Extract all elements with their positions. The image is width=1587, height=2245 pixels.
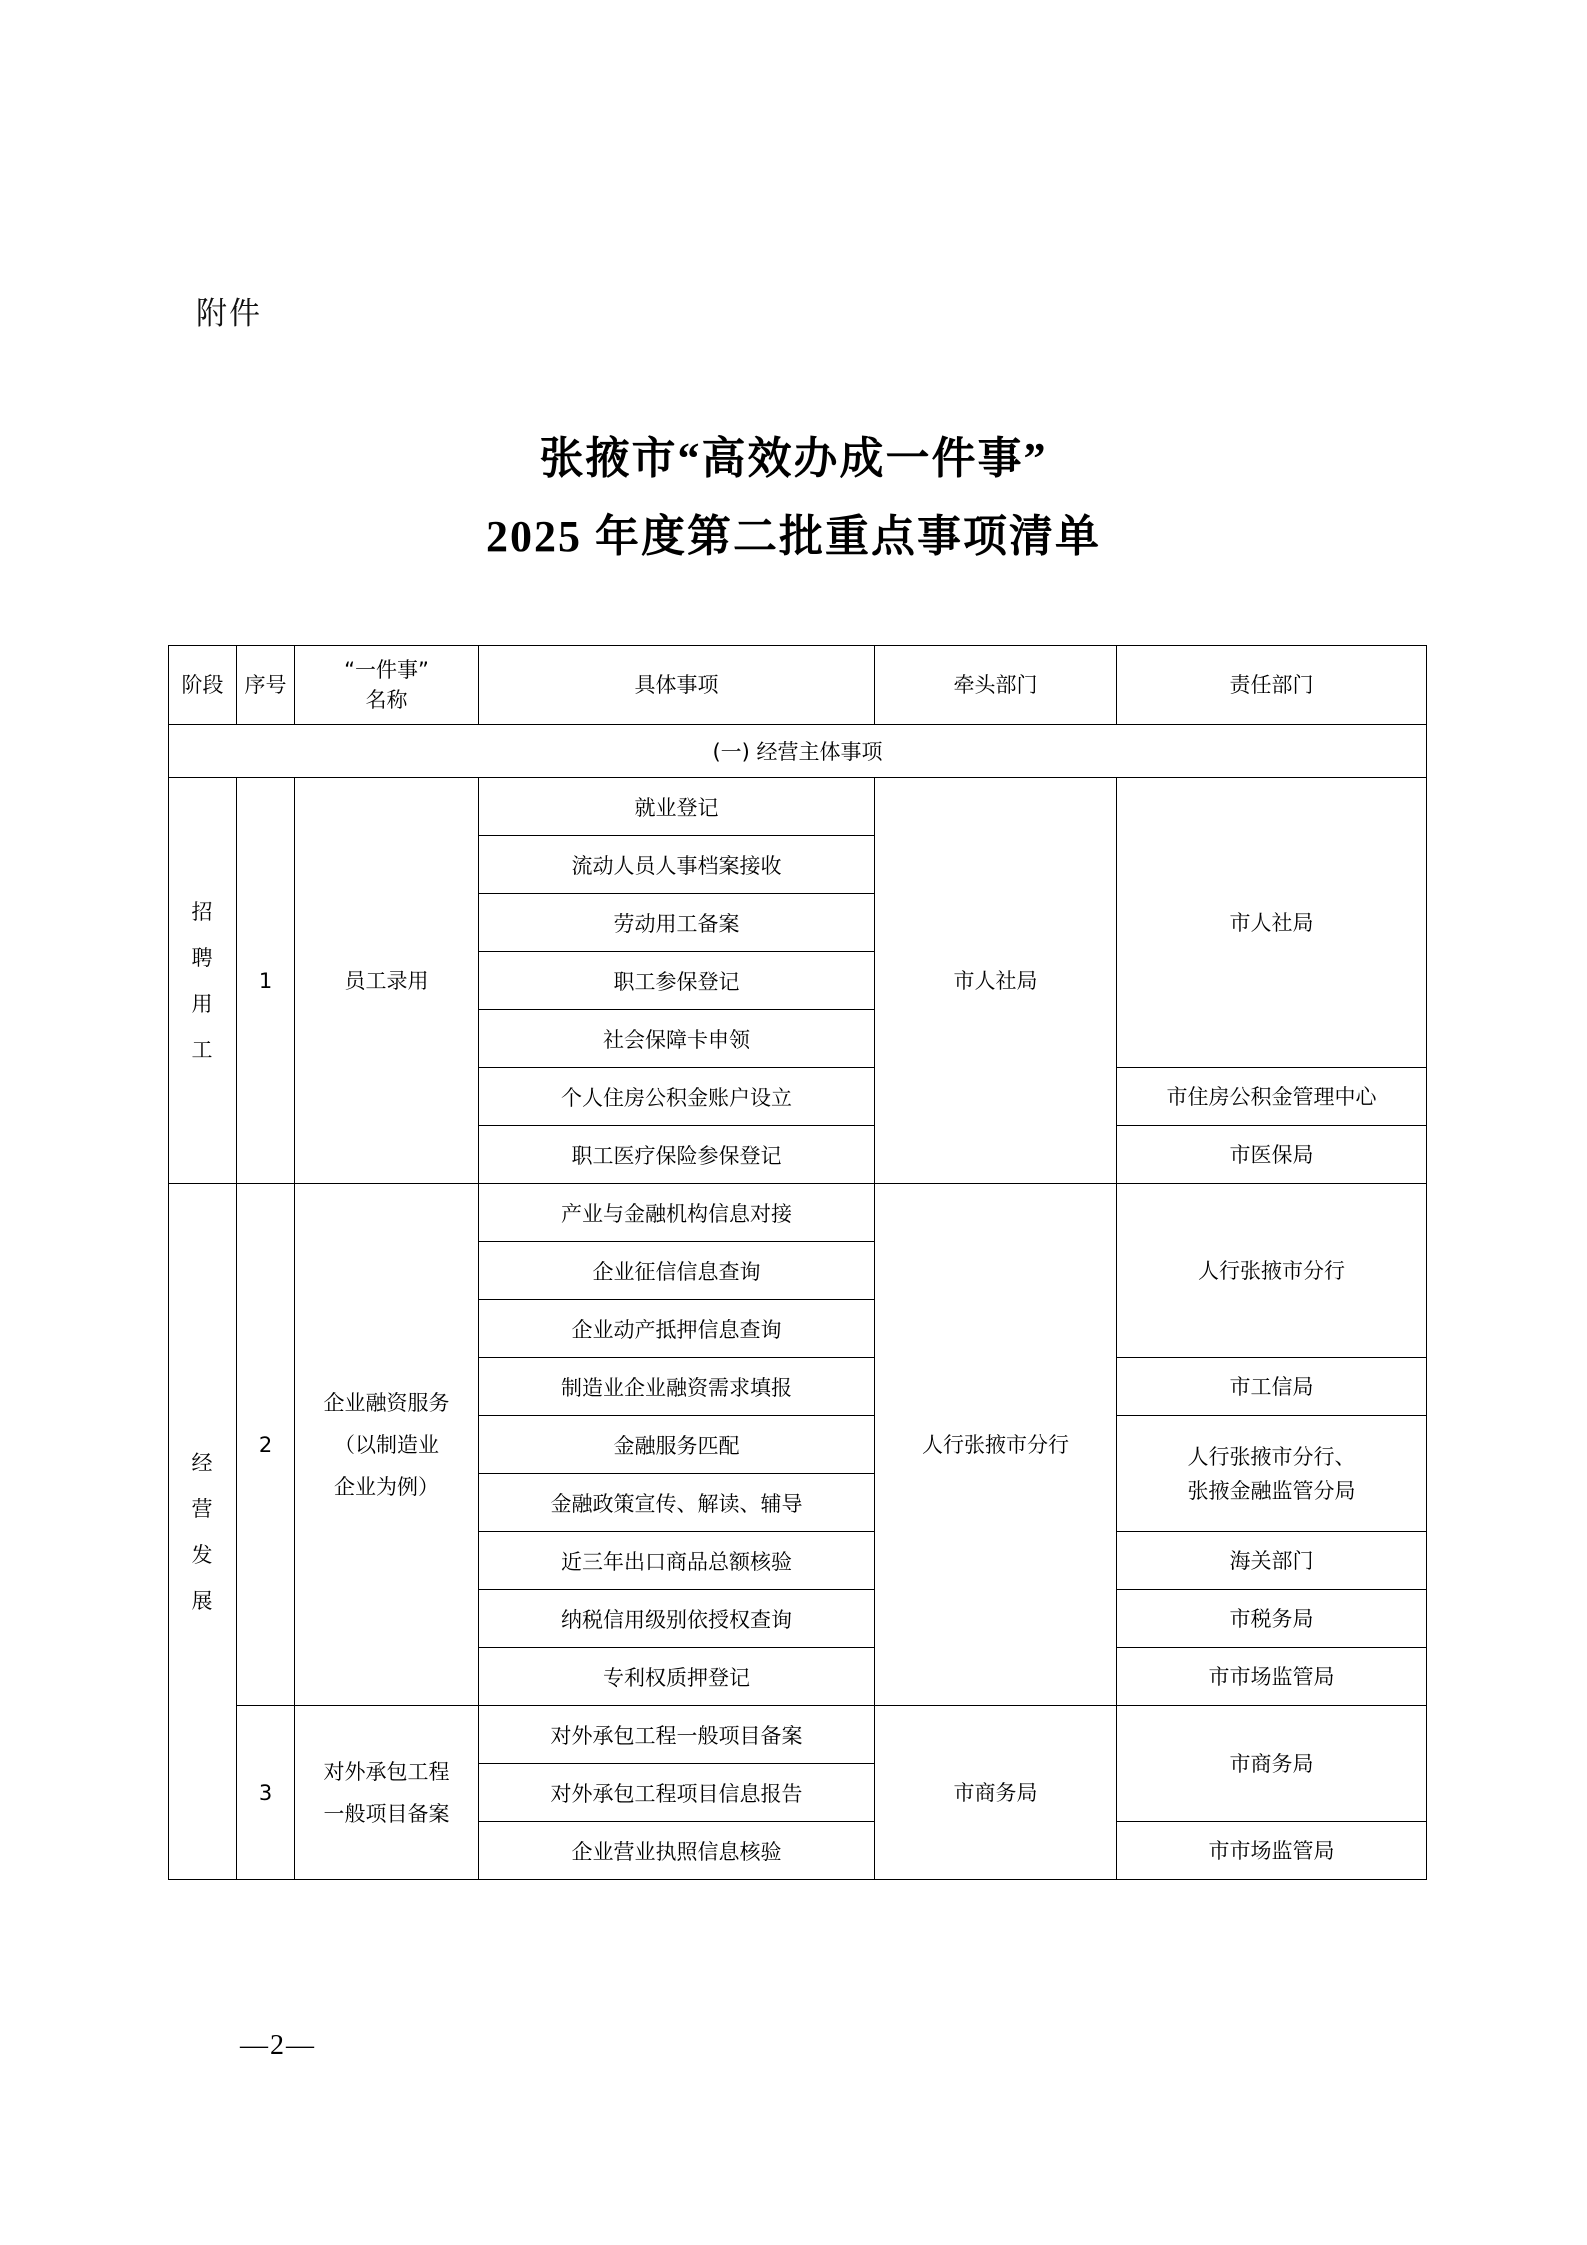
- header-item: 具体事项: [479, 646, 875, 725]
- row-number-3: 3: [237, 1706, 295, 1880]
- row-number-1: 1: [237, 778, 295, 1184]
- name-line: 企业为例）: [334, 1474, 439, 1499]
- resp-dept: 市商务局: [1117, 1706, 1427, 1822]
- stage-char: 工: [191, 1037, 214, 1062]
- header-stage: 阶段: [169, 646, 237, 725]
- table-header-row: [169, 646, 1427, 725]
- title-line-1: 张掖市“高效办成一件事”: [539, 434, 1048, 483]
- name-line: 对外承包工程: [323, 1759, 450, 1784]
- stage-cell-1: [169, 778, 237, 1184]
- resp-dept: 市税务局: [1117, 1590, 1427, 1648]
- item-cell: 对外承包工程项目信息报告: [479, 1764, 875, 1822]
- resp-dept: 市医保局: [1117, 1126, 1427, 1184]
- section-title: (一) 经营主体事项: [169, 725, 1427, 778]
- item-cell: 就业登记: [479, 778, 875, 836]
- resp-line: 张掖金融监管分局: [1187, 1478, 1356, 1503]
- stage-char: 发: [191, 1542, 214, 1567]
- resp-dept: 市市场监管局: [1117, 1822, 1427, 1880]
- item-cell: 对外承包工程一般项目备案: [479, 1706, 875, 1764]
- title-line-2: 2025 年度第二批重点事项清单: [486, 512, 1101, 561]
- item-cell: 纳税信用级别依授权查询: [479, 1590, 875, 1648]
- item-cell: 企业营业执照信息核验: [479, 1822, 875, 1880]
- header-lead: 牵头部门: [875, 646, 1117, 725]
- item-group-name-1: 员工录用: [295, 778, 479, 1184]
- resp-dept: 市工信局: [1117, 1358, 1427, 1416]
- stage-cell-2: [169, 1184, 237, 1880]
- resp-dept: 海关部门: [1117, 1532, 1427, 1590]
- item-cell: 流动人员人事档案接收: [479, 836, 875, 894]
- section-row: [169, 725, 1427, 778]
- stage-char: 营: [191, 1496, 214, 1521]
- item-cell: 产业与金融机构信息对接: [479, 1184, 875, 1242]
- name-line: 一般项目备案: [323, 1801, 450, 1826]
- item-cell: 金融服务匹配: [479, 1416, 875, 1474]
- page-title: [0, 420, 1587, 576]
- header-name: “一件事” 名称: [295, 646, 479, 725]
- table-row: [169, 1706, 1427, 1764]
- resp-dept: [1117, 1416, 1427, 1532]
- stage-char: 经: [191, 1450, 214, 1475]
- item-cell: 个人住房公积金账户设立: [479, 1068, 875, 1126]
- name-line: 企业融资服务: [323, 1390, 450, 1415]
- item-cell: 企业动产抵押信息查询: [479, 1300, 875, 1358]
- resp-dept: 人行张掖市分行: [1117, 1184, 1427, 1358]
- stage-char: 聘: [191, 945, 214, 970]
- attachment-label: 附件: [196, 296, 262, 332]
- resp-dept: 市人社局: [1117, 778, 1427, 1068]
- item-cell: 专利权质押登记: [479, 1648, 875, 1706]
- lead-dept-2: 人行张掖市分行: [875, 1184, 1117, 1706]
- table-row: [169, 778, 1427, 836]
- item-group-name-2: [295, 1184, 479, 1706]
- name-line: （以制造业: [334, 1432, 439, 1457]
- row-number-2: 2: [237, 1184, 295, 1706]
- item-cell: 职工医疗保险参保登记: [479, 1126, 875, 1184]
- lead-dept-1: 市人社局: [875, 778, 1117, 1184]
- resp-dept: 市住房公积金管理中心: [1117, 1068, 1427, 1126]
- stage-char: 展: [191, 1588, 214, 1613]
- item-cell: 职工参保登记: [479, 952, 875, 1010]
- table-row: [169, 1184, 1427, 1242]
- item-cell: 近三年出口商品总额核验: [479, 1532, 875, 1590]
- resp-dept: 市市场监管局: [1117, 1648, 1427, 1706]
- item-cell: 金融政策宣传、解读、辅导: [479, 1474, 875, 1532]
- item-cell: 社会保障卡申领: [479, 1010, 875, 1068]
- item-cell: 企业征信信息查询: [479, 1242, 875, 1300]
- lead-dept-3: 市商务局: [875, 1706, 1117, 1880]
- stage-char: 招: [191, 899, 214, 924]
- header-resp: 责任部门: [1117, 646, 1427, 725]
- resp-line: 人行张掖市分行、: [1187, 1444, 1356, 1469]
- item-group-name-3: [295, 1706, 479, 1880]
- header-num: 序号: [237, 646, 295, 725]
- stage-char: 用: [191, 991, 214, 1016]
- page-number: —2—: [240, 2030, 316, 2061]
- item-cell: 制造业企业融资需求填报: [479, 1358, 875, 1416]
- item-cell: 劳动用工备案: [479, 894, 875, 952]
- key-items-table: [168, 645, 1427, 1880]
